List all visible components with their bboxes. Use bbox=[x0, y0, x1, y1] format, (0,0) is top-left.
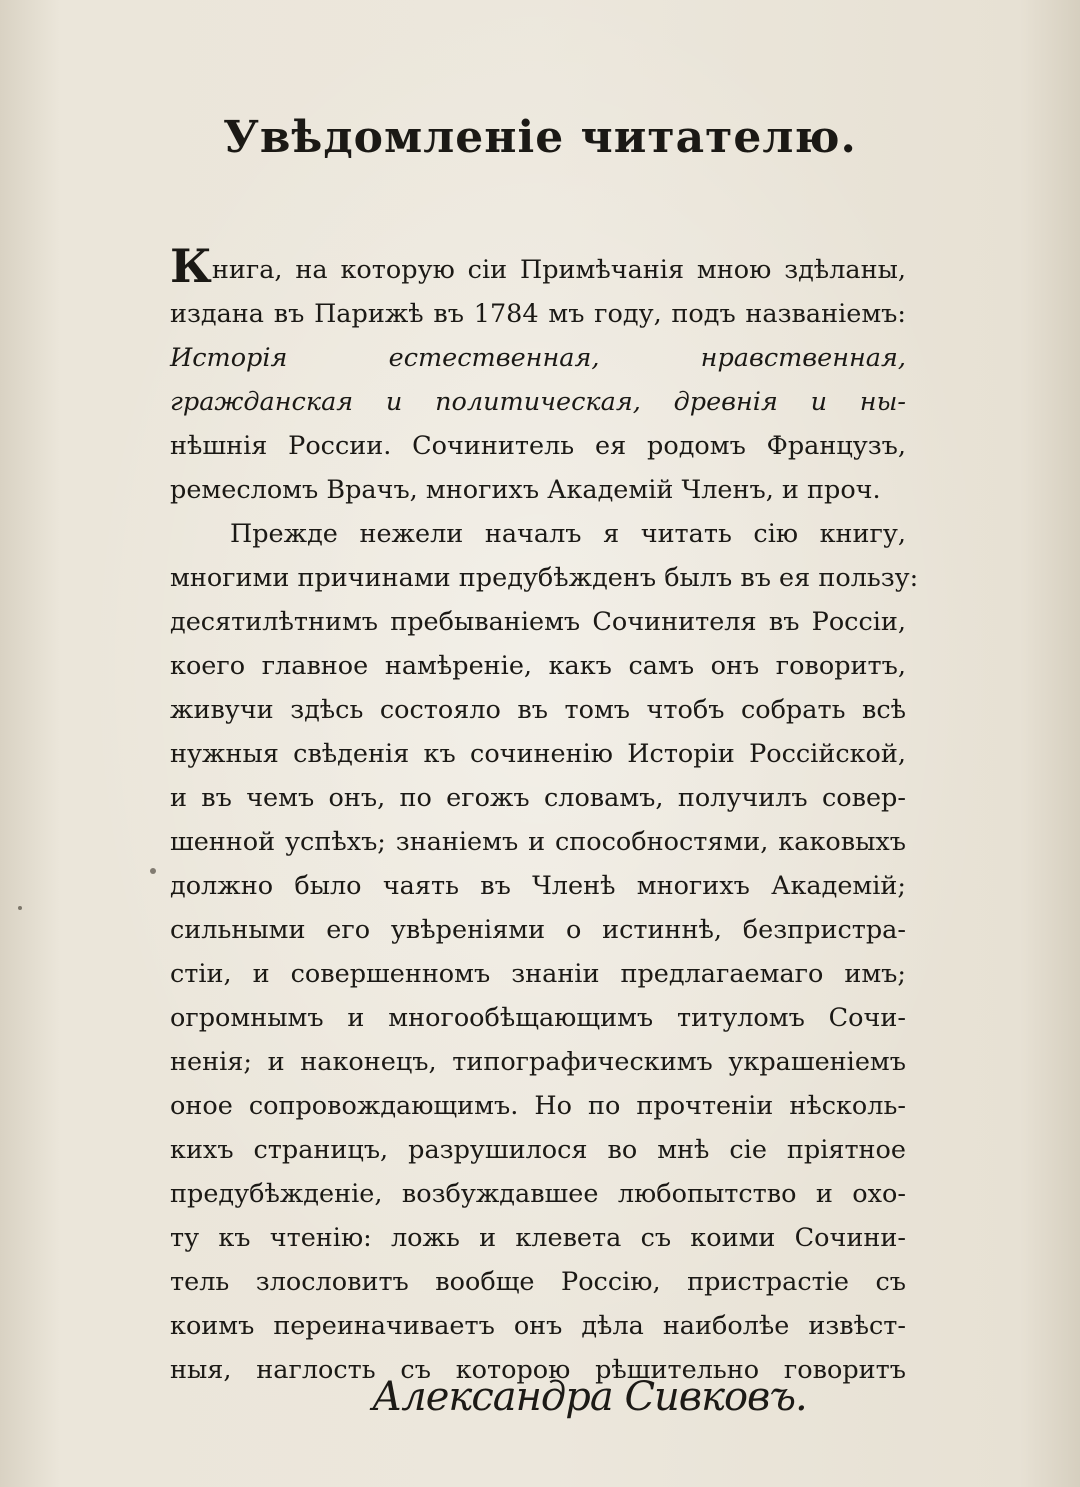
text-line-26: ныя, наглость съ которою рѣшительно говоритъ bbox=[170, 1355, 906, 1385]
signature-text: Александра Сивковъ. bbox=[372, 1374, 807, 1420]
text-line-18: огромнымъ и многообѣщающимъ титуломъ Сочи- bbox=[170, 1003, 906, 1033]
text-line-22: предубѣжденіе, возбуждавшее любопытство и охо- bbox=[170, 1179, 906, 1209]
text-line-10: коего главное намѣреніе, какъ самъ онъ говоритъ, bbox=[170, 651, 906, 681]
text-line-11: живучи здѣсь состояло въ томъ чтобъ собрать всѣ bbox=[170, 695, 906, 725]
text-line-15: должно было чаять въ Членѣ многихъ Академій; bbox=[170, 871, 906, 901]
text-line-6: ремесломъ Врачъ, многихъ Академій Членъ, и проч. bbox=[170, 475, 881, 505]
text-line-3: Исторія естественная, нравственная, bbox=[170, 343, 906, 373]
text-line-13: и въ чемъ онъ, по егожъ словамъ, получилъ совер- bbox=[170, 783, 906, 813]
text-line-2: издана въ Парижѣ въ 1784 мъ году, подъ названіемъ: bbox=[170, 299, 906, 329]
text-line-17: стіи, и совершенномъ знаніи предлагаемаго имъ; bbox=[170, 959, 906, 989]
text-line-12: нужныя свѣденія къ сочиненію Исторіи Россійской, bbox=[170, 739, 906, 769]
text-line-20: оное сопровождающимъ. Но по прочтеніи нѣсколь- bbox=[170, 1091, 906, 1121]
handwritten-signature bbox=[372, 1372, 812, 1432]
ink-spot bbox=[18, 906, 22, 910]
ink-spot bbox=[150, 868, 156, 874]
text-line-25: коимъ переиначиваетъ онъ дѣла наиболѣе извѣст- bbox=[170, 1311, 906, 1341]
text-line-8: многими причинами предубѣжденъ былъ въ ея пользу: bbox=[170, 563, 919, 593]
text-line-23: ту къ чтенію: ложь и клевета съ коими Сочини- bbox=[170, 1223, 906, 1253]
text-line-9: десятилѣтнимъ пребываніемъ Сочинителя въ Россіи, bbox=[170, 607, 906, 637]
text-line-19: ненія; и наконецъ, типографическимъ украшеніемъ bbox=[170, 1047, 906, 1077]
text-line-21: кихъ страницъ, разрушилося во мнѣ сіе пріятное bbox=[170, 1135, 906, 1165]
page-heading: Увѣдомленіе читателю. bbox=[223, 112, 857, 163]
drop-cap: К bbox=[170, 239, 212, 293]
text-line-16: сильными его увѣреніями о истиннѣ, безпристра- bbox=[170, 915, 906, 945]
text-line-7: Прежде нежели началъ я читать сію книгу, bbox=[230, 519, 906, 549]
text-line-14: шенной успѣхъ; знаніемъ и способностями, каковыхъ bbox=[170, 827, 906, 857]
text-line-4: гражданская и политическая, древнія и ны- bbox=[170, 387, 906, 417]
body-text bbox=[170, 239, 919, 1392]
text-line-24: тель злословитъ вообще Россію, пристрастіе съ bbox=[170, 1267, 906, 1297]
text-line-1: Книга, на которую сіи Примѣчанія мною здѣланы, bbox=[170, 239, 906, 293]
text-line-5: нѣшнія России. Сочинитель ея родомъ Французъ, bbox=[170, 431, 906, 461]
